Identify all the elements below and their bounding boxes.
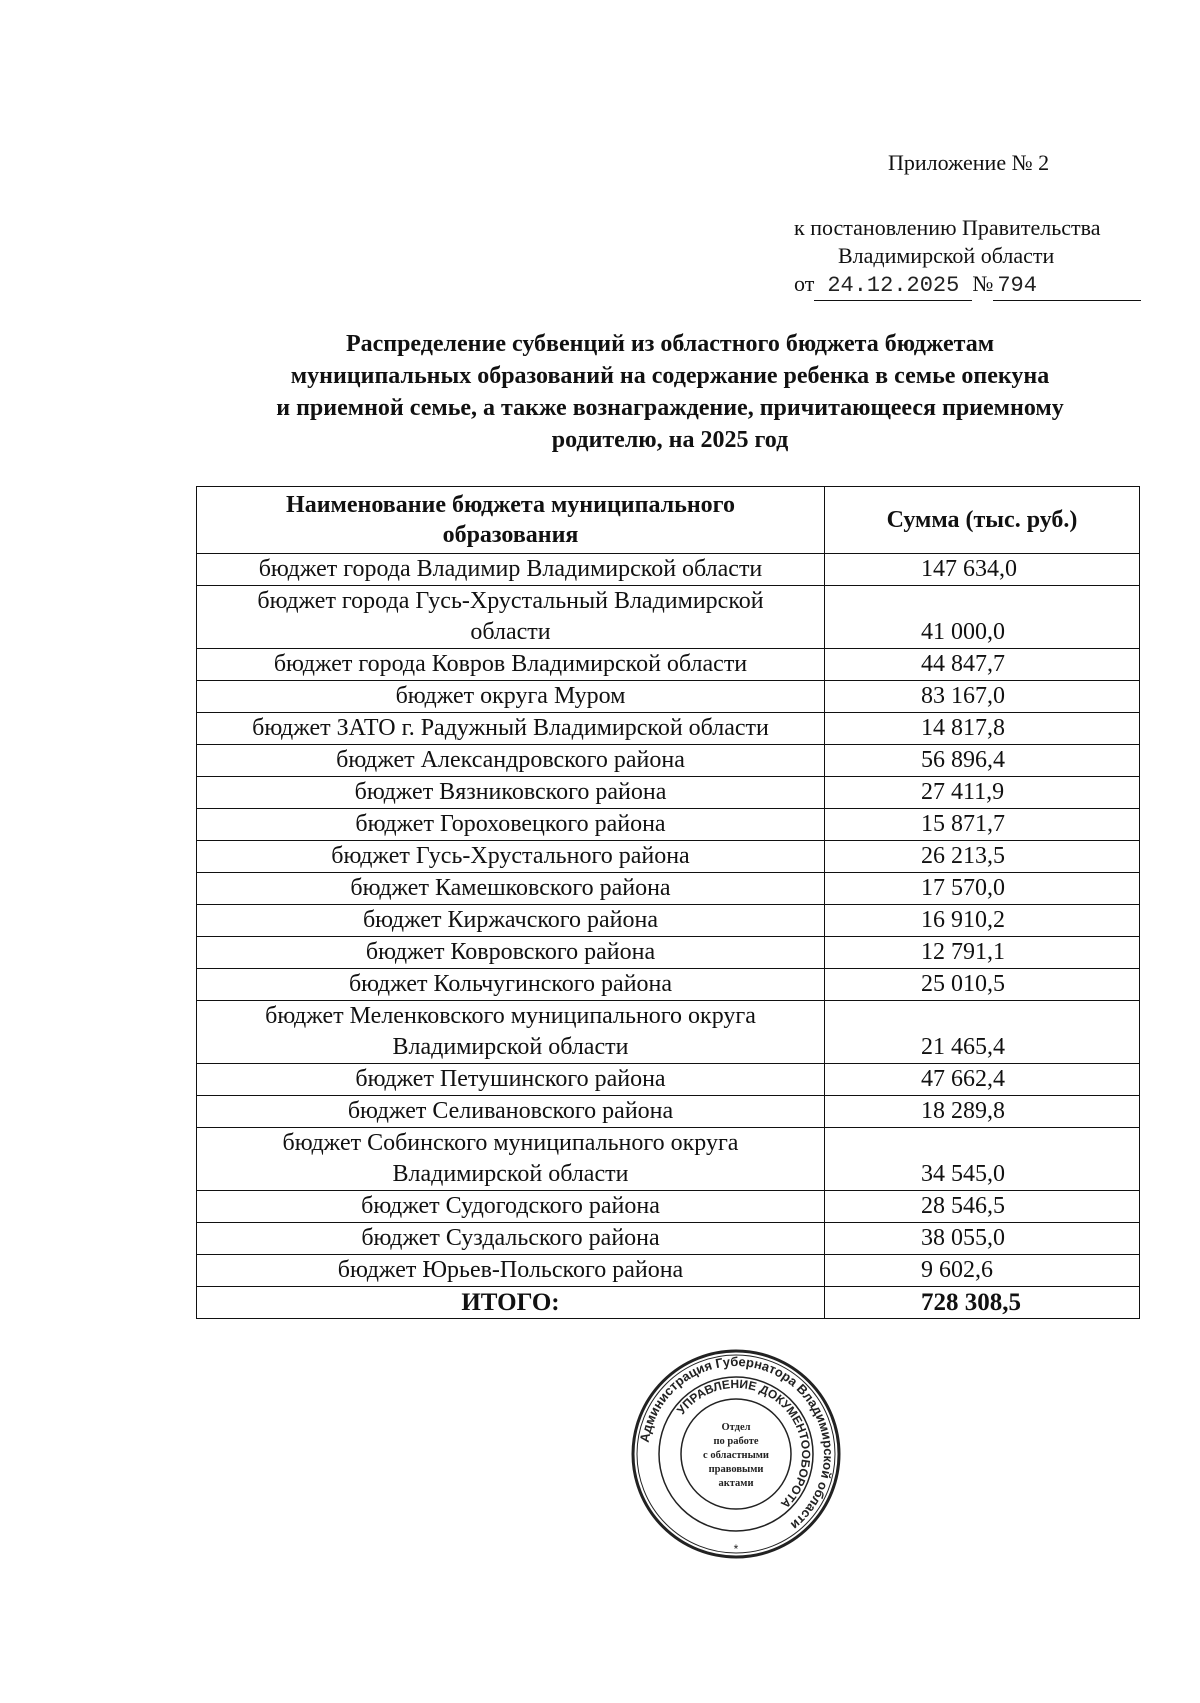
table-body xyxy=(197,554,1140,1319)
decree-line-1: к постановлению Правительства xyxy=(794,215,1101,240)
official-stamp xyxy=(630,1348,842,1560)
budget-sum: 27 411,9 xyxy=(825,777,1140,809)
budget-sum: 14 817,8 xyxy=(825,713,1140,745)
budget-name: бюджет Судогодского района xyxy=(197,1191,825,1223)
table-row xyxy=(197,809,1140,841)
decree-date-line xyxy=(794,270,1154,301)
budget-sum: 21 465,4 xyxy=(825,1001,1140,1064)
budget-sum: 47 662,4 xyxy=(825,1064,1140,1096)
budget-name: бюджет Суздальского района xyxy=(197,1223,825,1255)
column-header-name-line-1: Наименование бюджета муниципального xyxy=(286,492,735,518)
budget-name: бюджет города Владимир Владимирской области xyxy=(197,554,825,586)
table-row xyxy=(197,1255,1140,1287)
table-row xyxy=(197,873,1140,905)
table-row xyxy=(197,745,1140,777)
stamp-star: * xyxy=(733,1542,739,1556)
budget-name: бюджет города Ковров Владимирской области xyxy=(197,649,825,681)
budget-sum: 147 634,0 xyxy=(825,554,1140,586)
budget-sum: 18 289,8 xyxy=(825,1096,1140,1128)
date-prefix: от xyxy=(794,271,815,296)
decree-reference xyxy=(794,214,1154,301)
decree-date: 24.12.2025 xyxy=(814,272,972,301)
budget-sum: 44 847,7 xyxy=(825,649,1140,681)
budget-sum: 34 545,0 xyxy=(825,1128,1140,1191)
budget-name: бюджет Камешковского района xyxy=(197,873,825,905)
table-row xyxy=(197,1191,1140,1223)
table-row xyxy=(197,1001,1140,1064)
budget-name: бюджет Вязниковского района xyxy=(197,777,825,809)
table-row xyxy=(197,905,1140,937)
budget-name: бюджет Гороховецкого района xyxy=(197,809,825,841)
decree-number: 794 xyxy=(993,272,1141,301)
table-row xyxy=(197,841,1140,873)
table-row xyxy=(197,554,1140,586)
budget-sum: 12 791,1 xyxy=(825,937,1140,969)
budget-name: бюджет Киржачского района xyxy=(197,905,825,937)
budget-name: бюджет Селивановского района xyxy=(197,1096,825,1128)
stamp-inner-text: УПРАВЛЕНИЕ ДОКУМЕНТООБОРОТА xyxy=(673,1376,814,1511)
stamp-center xyxy=(703,1422,769,1489)
column-header-name-line-2: образования xyxy=(442,522,579,548)
stamp-outer-text: Администрация Губернатора Владимирской области xyxy=(636,1353,837,1533)
budget-name-line-1: бюджет города Гусь-Хрустальный Владимирской xyxy=(257,588,764,614)
column-header-sum: Сумма (тыс. руб.) xyxy=(825,487,1140,554)
table-row xyxy=(197,1128,1140,1191)
stamp-center-line-3: с областными xyxy=(703,1450,769,1461)
total-sum: 728 308,5 xyxy=(825,1287,1140,1319)
budget-sum: 38 055,0 xyxy=(825,1223,1140,1255)
budget-name: бюджет Гусь-Хрустального района xyxy=(197,841,825,873)
budget-sum: 15 871,7 xyxy=(825,809,1140,841)
stamp-center-line-1: Отдел xyxy=(721,1422,751,1433)
table-row xyxy=(197,1064,1140,1096)
budget-name xyxy=(197,586,825,649)
budget-sum: 28 546,5 xyxy=(825,1191,1140,1223)
budget-name-line-2: Владимирской области xyxy=(392,1161,629,1187)
appendix-label: Приложение № 2 xyxy=(888,150,1050,175)
budget-name-line-1: бюджет Собинского муниципального округа xyxy=(282,1130,739,1156)
column-header-name xyxy=(197,487,825,554)
table-header-row xyxy=(197,487,1140,554)
budget-name: бюджет округа Муром xyxy=(197,681,825,713)
table-row xyxy=(197,713,1140,745)
budget-sum: 25 010,5 xyxy=(825,969,1140,1001)
budget-name-line-1: бюджет Меленковского муниципального округа xyxy=(265,1003,756,1029)
budget-name: бюджет Кольчугинского района xyxy=(197,969,825,1001)
decree-line-2: Владимирской области xyxy=(838,243,1055,268)
title-line-4: родителю, на 2025 год xyxy=(551,427,789,453)
title-line-2: муниципальных образований на содержание ребенка в семье опекуна xyxy=(290,363,1050,389)
number-prefix: № xyxy=(972,271,994,296)
table-row xyxy=(197,937,1140,969)
stamp-center-line-4: правовыми xyxy=(708,1464,764,1475)
budget-name: бюджет ЗАТО г. Радужный Владимирской области xyxy=(197,713,825,745)
table-row xyxy=(197,586,1140,649)
table-row xyxy=(197,1096,1140,1128)
budget-sum: 83 167,0 xyxy=(825,681,1140,713)
budget-sum: 9 602,6 xyxy=(825,1255,1140,1287)
total-label: ИТОГО: xyxy=(197,1287,825,1319)
table-row xyxy=(197,649,1140,681)
budget-name-line-2: Владимирской области xyxy=(392,1034,629,1060)
table-row xyxy=(197,969,1140,1001)
title-line-3: и приемной семье, а также вознаграждение, причитающееся приемному xyxy=(276,395,1064,421)
budget-name xyxy=(197,1001,825,1064)
budget-name: бюджет Ковровского района xyxy=(197,937,825,969)
budget-name xyxy=(197,1128,825,1191)
budget-sum: 17 570,0 xyxy=(825,873,1140,905)
budget-sum: 26 213,5 xyxy=(825,841,1140,873)
stamp-center-line-5: актами xyxy=(718,1478,754,1489)
document-title xyxy=(190,328,1150,456)
total-row xyxy=(197,1287,1140,1319)
table-row xyxy=(197,681,1140,713)
budget-sum: 41 000,0 xyxy=(825,586,1140,649)
budget-sum: 56 896,4 xyxy=(825,745,1140,777)
budget-name: бюджет Александровского района xyxy=(197,745,825,777)
table-row xyxy=(197,1223,1140,1255)
budget-name-line-2: области xyxy=(470,619,551,645)
subvention-table xyxy=(196,486,1140,1319)
budget-sum: 16 910,2 xyxy=(825,905,1140,937)
budget-name: бюджет Юрьев-Польского района xyxy=(197,1255,825,1287)
table-row xyxy=(197,777,1140,809)
stamp-center-line-2: по работе xyxy=(713,1436,759,1447)
title-line-1: Распределение субвенций из областного бюджета бюджетам xyxy=(345,331,995,357)
budget-name: бюджет Петушинского района xyxy=(197,1064,825,1096)
